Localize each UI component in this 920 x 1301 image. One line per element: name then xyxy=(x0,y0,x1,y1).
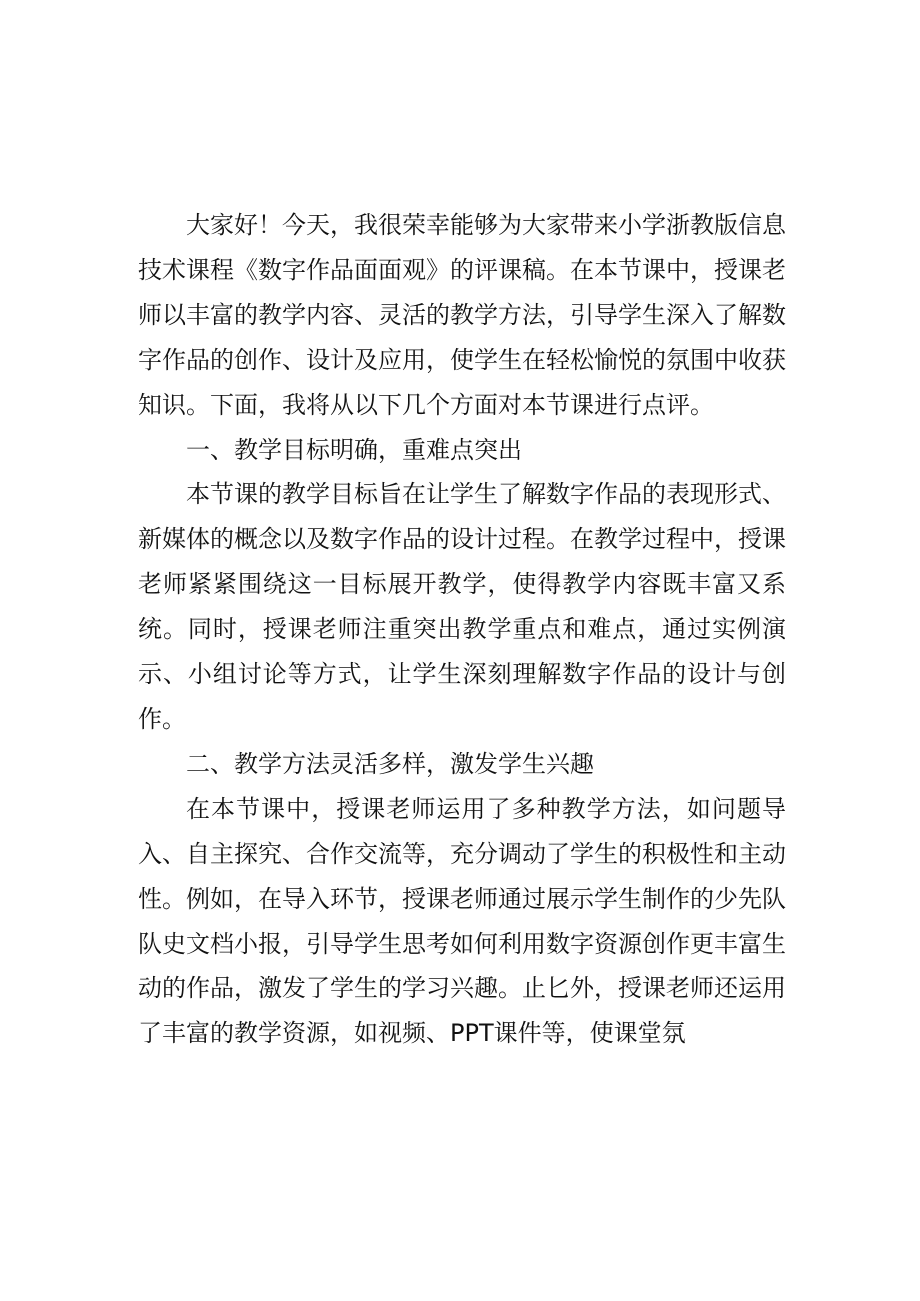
document-body xyxy=(138,203,786,1056)
paragraph-intro: 大家好！今天，我很荣幸能够为大家带来小学浙教版信息技术课程《数字作品面面观》的评课稿。在本节课中，授课老师以丰富的教学内容、灵活的教学方法，引导学生深入了解数字作品的创作、设计及应用，使学生在轻松愉悦的氛围中收获知识。下面，我将从以下几个方面对本节课进行点评。 xyxy=(138,211,786,419)
paragraph-section-1: 本节课的教学目标旨在让学生了解数字作品的表现形式、新媒体的概念以及数字作品的设计过程。在教学过程中，授课老师紧紧围绕这一目标展开教学，使得教学内容既丰富又系统。同时，授课老师注重突出教学重点和难点，通过实例演示、小组讨论等方式，让学生深刻理解数字作品的设计与创作。 xyxy=(138,480,786,733)
section-heading-1: 一、教学目标明确，重难点突出 xyxy=(186,435,522,464)
section-heading-2: 二、教学方法灵活多样，激发学生兴趣 xyxy=(186,749,594,778)
paragraph-section-2: 在本节课中，授课老师运用了多种教学方法，如问题导入、自主探究、合作交流等，充分调动了学生的积极性和主动性。例如，在导入环节，授课老师通过展示学生制作的少先队队史文档小报，引导学生思考如何利用数字资源创作更丰富生动的作品，激发了学生的学习兴趣。止匕外，授课老师还运用了丰富的教学资源，如视频、PPT课件等，使课堂氛 xyxy=(138,794,786,1048)
